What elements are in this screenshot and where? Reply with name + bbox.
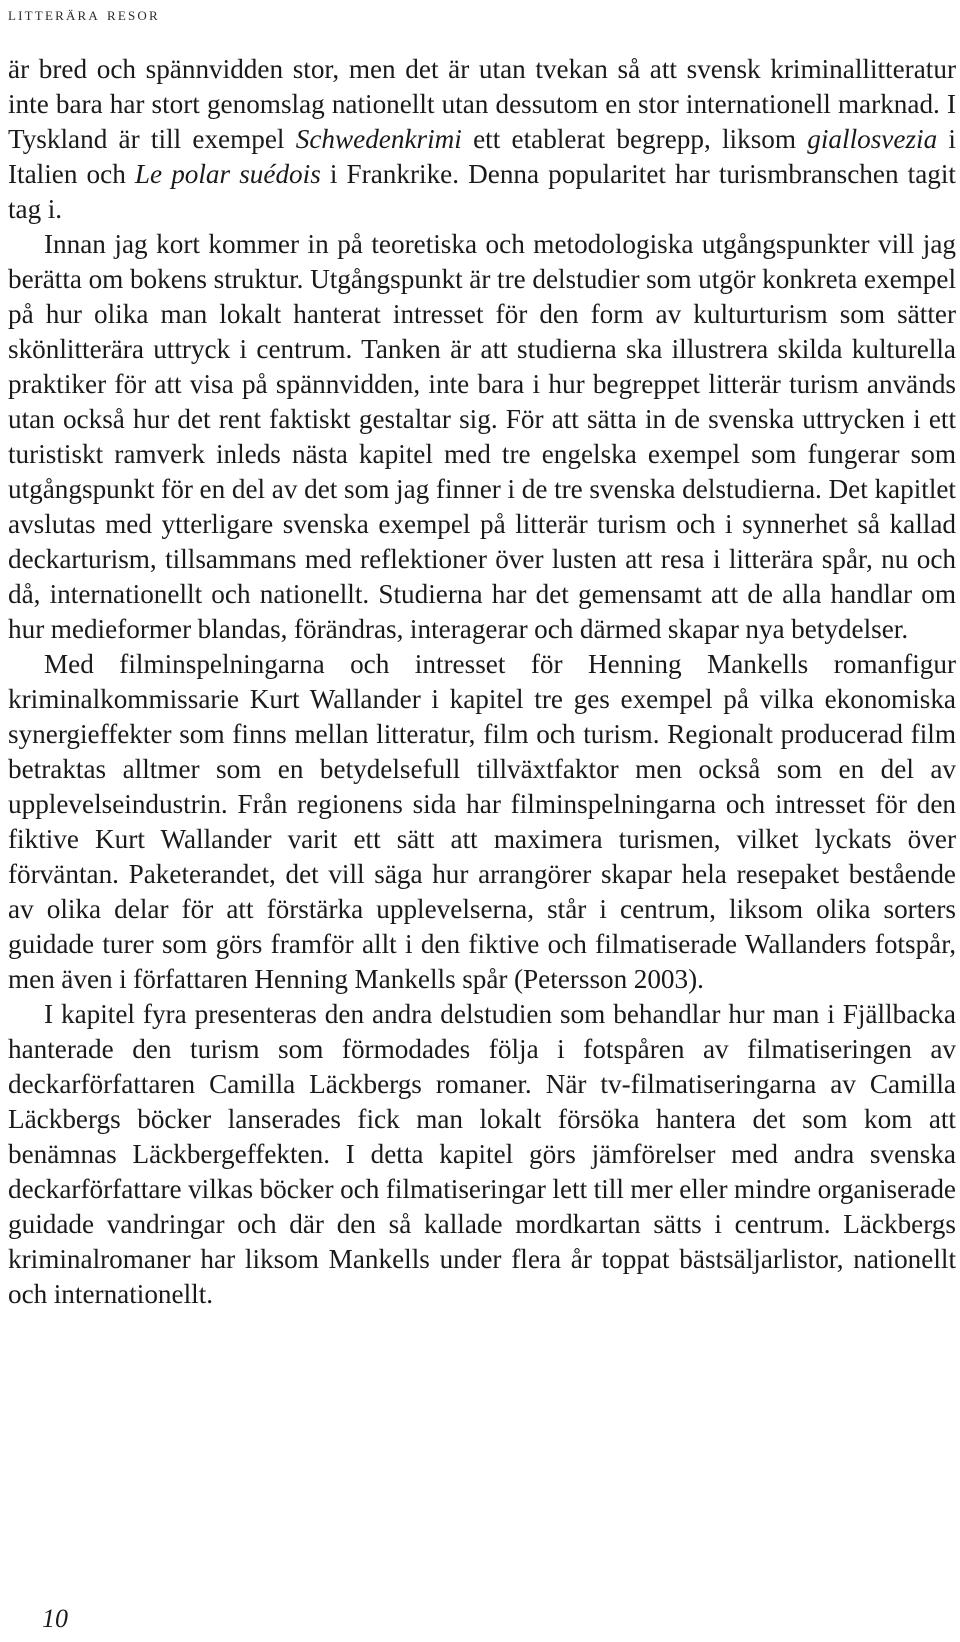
paragraph-2 [8,227,956,647]
text-segment: ett etablerat begrepp, liksom [461,124,808,154]
text-segment: är bred och spännvidden stor, men det är utan tvekan så att svensk kriminallitteratur inte bara har stort genomslag nationellt utan dessutom en stor internationell marknad. I Tyskland är till exempel [8,54,956,154]
paragraph-3 [8,647,956,997]
italic-term: giallosvezia [807,124,938,154]
running-head: litterära resor [8,4,160,25]
body-text [8,52,956,1312]
text-segment: I kapitel fyra presenteras den andra delstudien som behandlar hur man i Fjällbacka hanterade den turism som förmodades följa i fotspåren av filmatiseringen av deckarförfattaren Camilla Läckbergs romaner. När tv-filmatiseringarna av Camilla Läckbergs böcker lanserades fick man lokalt försöka hantera det som kom att benämnas Läckbergeffekten. I detta kapitel görs jämförelser med andra svenska deckarförfattare vilkas böcker och filmatiseringar lett till mer eller mindre organiserade guidade vandringar och där den så kallade mordkartan sätts i centrum. Läckbergs kriminalromaner har liksom Mankells under flera år toppat bästsäljarlistor, nationellt och internationellt. [8,999,956,1309]
paragraph-1 [8,52,956,227]
page-number: 10 [42,1604,68,1633]
italic-term: Schwedenkrimi [295,124,462,154]
italic-term: Le polar suédois [134,159,321,189]
text-segment: Med filminspelningarna och intresset för Henning Mankells romanfigur kriminalkommissarie Kurt Wallander i kapitel tre ges exempel på vilka ekonomiska synergieffekter som finns mellan litteratur, film och turism. Regionalt producerad film betraktas alltmer som en betydelsefull tillväxtfaktor men också som en del av upplevelseindustrin. Från regionens sida har filminspelningarna och intresset för den fiktive Kurt Wallander varit ett sätt att maximera turismen, vilket lyckats över förväntan. Paketerandet, det vill säga hur arrangörer skapar hela resepaket bestående av olika delar för att förstärka upplevelserna, står i centrum, liksom olika sorters guidade turer som görs framför allt i den fiktive och filmatiserade Wallanders fotspår, men även i författaren Henning Mankells spår (Petersson 2003). [8,649,956,994]
paragraph-4 [8,997,956,1312]
text-segment: i Frankrike. Denna popularitet har turismbranschen tagit tag i. [8,159,956,224]
text-segment: Innan jag kort kommer in på teoretiska och metodologiska utgångspunkter vill jag berätta om bokens struktur. Utgångspunkt är tre delstudier som utgör konkreta exempel på hur olika man lokalt hanterat intresset för den form av kulturturism som sätter skönlitterära uttryck i centrum. Tanken är att studierna ska illustrera skilda kulturella praktiker för att visa på spännvidden, inte bara i hur begreppet litterär turism används utan också hur det rent faktiskt gestaltar sig. För att sätta in de svenska uttrycken i ett turistiskt ramverk inleds nästa kapitel med tre engelska exempel som fungerar som utgångspunkt för en del av det som jag finner i de tre svenska delstudierna. Det kapitlet avslutas med ytterligare svenska exempel på litterär turism och i synnerhet så kallad deckarturism, tillsammans med reflektioner över lusten att resa i litterära spår, nu och då, internationellt och nationellt. Studierna har det gemensamt att de alla handlar om hur medieformer blandas, förändras, interagerar och därmed skapar nya betydelser. [8,229,956,644]
text-segment: i Italien och [8,124,956,189]
